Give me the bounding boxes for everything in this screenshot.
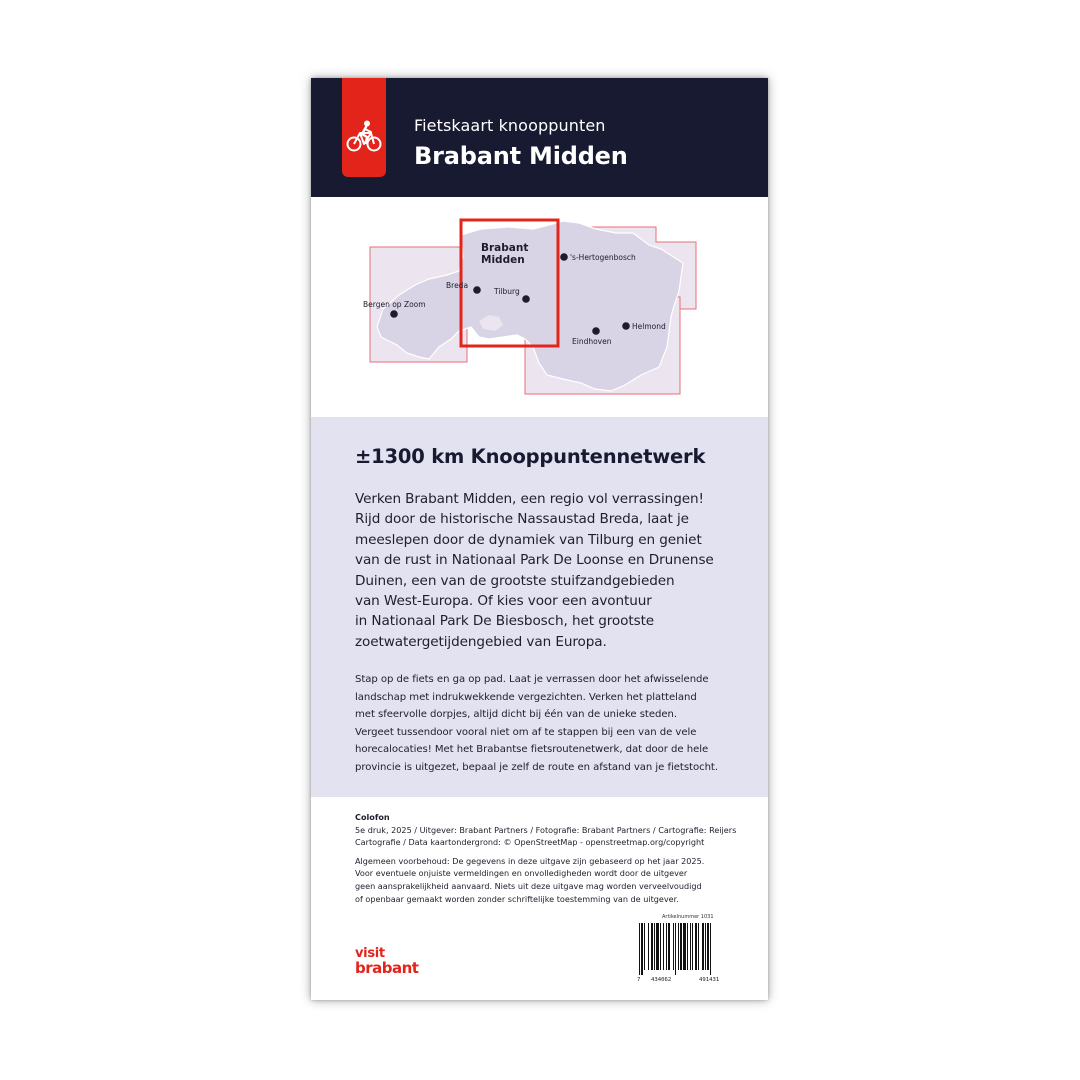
- barcode-bar: [695, 923, 697, 970]
- barcode-lead-digit: 7: [637, 977, 641, 983]
- body-line: Vergeet tussendoor vooral niet om af te stappen bij een van de vele: [355, 726, 697, 738]
- logo-line-2: brabant: [355, 959, 419, 977]
- body-text: [355, 671, 755, 777]
- description-panel: [311, 417, 768, 797]
- barcode-bar: [663, 923, 664, 970]
- colofon-disclaimer-line: Algemeen voorbehoud: De gegevens in deze uitgave zijn gebaseerd op het jaar 2025.: [355, 855, 705, 866]
- barcode-bar: [660, 923, 661, 970]
- barcode-bar: [692, 923, 693, 970]
- body-line: met sfeervolle dorpjes, altijd dicht bij één van de unieke steden.: [355, 709, 677, 721]
- cycling-badge: [342, 78, 386, 177]
- barcode-bar: [675, 923, 676, 975]
- visit-brabant-logo: [355, 946, 418, 976]
- header-bar: [311, 78, 768, 197]
- colofon-credit-line: Cartografie / Data kaartondergrond: © OpenStreetMap - openstreetmap.org/copyright: [355, 837, 705, 848]
- barcode-bar: [710, 923, 711, 975]
- intro-line: in Nationaal Park De Biesbosch, het grootste: [355, 613, 655, 630]
- barcode: [637, 923, 745, 975]
- city-dot-eindhoven: [592, 327, 600, 335]
- city-label-helmond: Helmond: [632, 322, 666, 331]
- network-heading: ±1300 km Knooppuntennetwerk: [355, 445, 706, 468]
- logo-line-1: visit: [355, 946, 385, 961]
- intro-line: meeslepen door de dynamiek van Tilburg en geniet: [355, 531, 702, 548]
- colofon-disclaimer-line: geen aansprakelijkheid aanvaard. Niets uit deze uitgave mag worden verveelvoudigd: [355, 880, 702, 891]
- barcode-digits-left: 434062: [651, 977, 672, 983]
- region-label-2: Midden: [481, 254, 525, 266]
- city-dot-s-hertogenbosch: [560, 253, 568, 261]
- region-label-1: Brabant: [481, 242, 529, 254]
- intro-line: van West-Europa. Of kies voor een avontuur: [355, 593, 652, 610]
- barcode-bar: [687, 923, 688, 970]
- intro-line: van de rust in Nationaal Park De Loonse en Drunense: [355, 552, 714, 569]
- city-label-breda: Breda: [446, 281, 469, 290]
- barcode-bar: [651, 923, 653, 970]
- article-number: Artikelnummer 1031: [662, 914, 714, 920]
- barcode-bar: [666, 923, 667, 970]
- bicycle-icon: [345, 120, 383, 154]
- intro-line: Verken Brabant Midden, een regio vol verrassingen!: [355, 491, 704, 507]
- intro-text: [355, 489, 755, 652]
- barcode-bar: [702, 923, 704, 970]
- barcode-bar: [690, 923, 691, 970]
- body-line: horecalocaties! Met het Brabantse fietsroutenetwerk, dat door de hele: [355, 744, 709, 756]
- intro-line: Duinen, een van de grootste stuifzandgebieden: [355, 572, 675, 589]
- colofon-disclaimer-line: Voor eventuele onjuiste vermeldingen en onvolledigheden wordt door de uitgever: [355, 868, 688, 879]
- map-cover-back: [311, 78, 768, 1000]
- barcode-bar: [680, 923, 682, 970]
- intro-line: zoetwatergetijdengebied van Europa.: [355, 633, 607, 650]
- barcode-bar: [698, 923, 699, 970]
- barcode-bar: [673, 923, 674, 970]
- body-line: landschap met indrukwekkende vergezichten. Verken het platteland: [355, 691, 697, 703]
- city-dot-breda: [473, 286, 481, 294]
- barcode-bar: [641, 923, 643, 975]
- city-dot-tilburg: [522, 295, 530, 303]
- barcode-bar: [678, 923, 679, 970]
- colofon-disclaimer-line: of openbaar gemaakt worden zonder schriftelijke toestemming van de uitgever.: [355, 893, 679, 904]
- barcode-bar: [644, 923, 645, 970]
- city-label-s-hertogenbosch: 's-Hertogenbosch: [570, 253, 636, 262]
- barcode-bar: [705, 923, 706, 970]
- map-subtitle: Fietskaart knooppunten: [414, 116, 606, 135]
- body-line: provincie is uitgezet, bepaal je zelf de route en afstand van je fietstocht.: [355, 761, 718, 773]
- city-dot-helmond: [622, 322, 630, 330]
- barcode-bar: [656, 923, 659, 970]
- barcode-bar: [707, 923, 709, 970]
- barcode-bar: [654, 923, 655, 970]
- intro-line: Rijd door de historische Nassaustad Breda, laat je: [355, 511, 689, 528]
- colofon: [355, 811, 755, 905]
- overview-map: [311, 197, 768, 417]
- barcode-digits-right: 491431: [699, 977, 720, 983]
- map-title: Brabant Midden: [414, 142, 628, 170]
- barcode-bar: [668, 923, 670, 970]
- colofon-credit-line: 5e druk, 2025 / Uitgever: Brabant Partners / Fotografie: Brabant Partners / Cartografie: Reijers: [355, 824, 737, 835]
- barcode-bar: [648, 923, 649, 970]
- colofon-heading: Colofon: [355, 812, 390, 822]
- city-label-eindhoven: Eindhoven: [572, 337, 612, 346]
- city-label-tilburg: Tilburg: [494, 287, 520, 296]
- city-label-bergen-op-zoom: Bergen op Zoom: [363, 300, 426, 309]
- barcode-bar: [639, 923, 640, 975]
- barcode-bar: [683, 923, 686, 970]
- body-line: Stap op de fiets en ga op pad. Laat je verrassen door het afwisselende: [355, 674, 709, 685]
- city-dot-bergen-op-zoom: [390, 310, 398, 318]
